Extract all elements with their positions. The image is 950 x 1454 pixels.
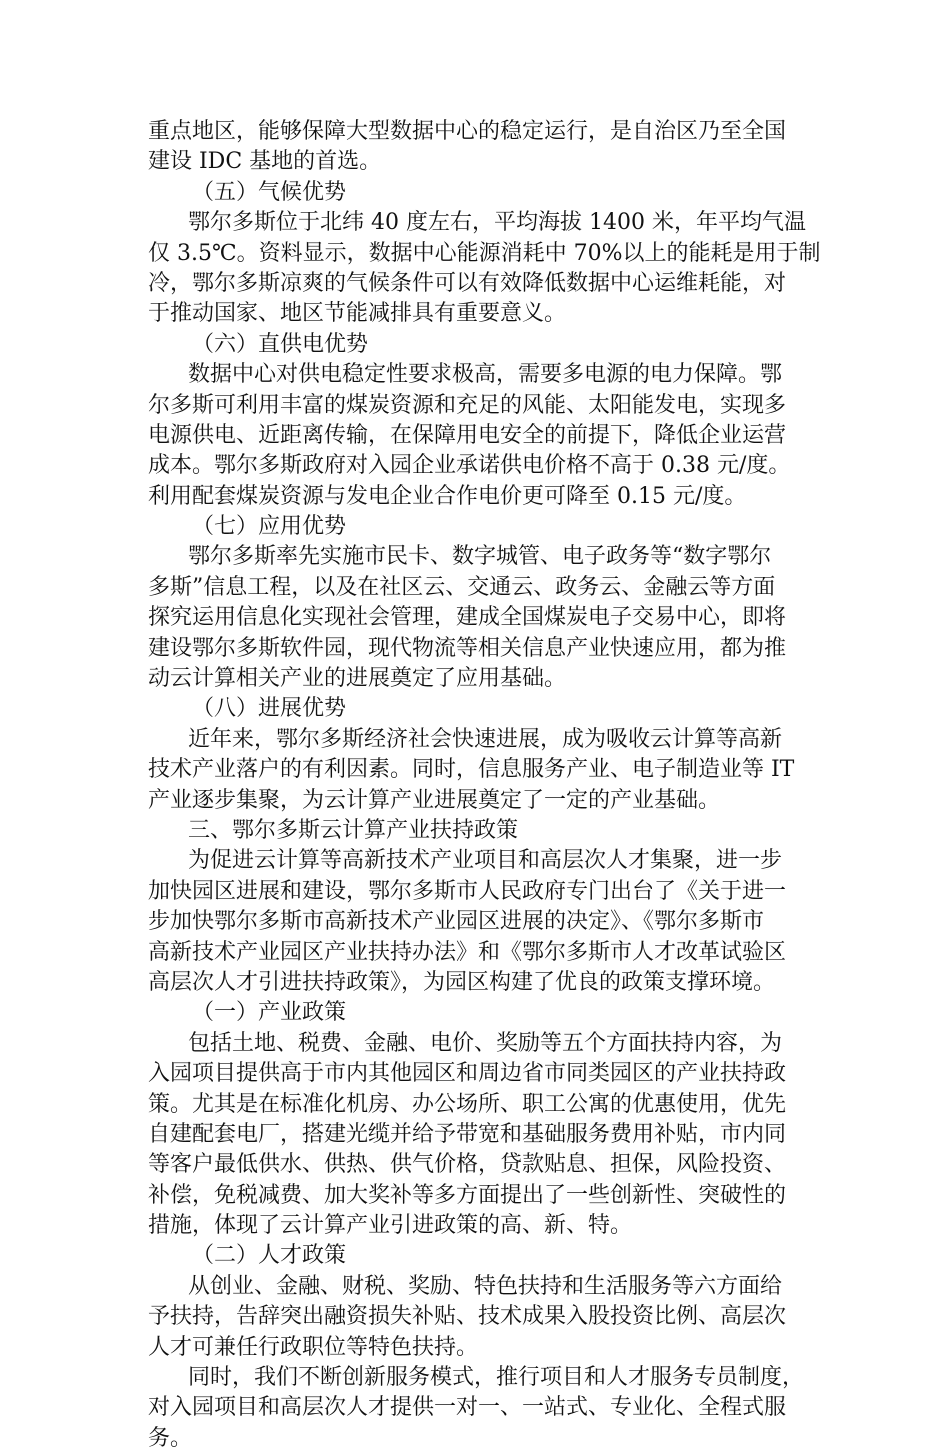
section-heading: （二）人才政策 (192, 1243, 347, 1269)
paragraph-line: 入园项目提供高于市内其他园区和周边省市同类园区的产业扶持政 (148, 1061, 787, 1087)
paragraph-line: 探究运用信息化实现社会管理，建成全国煤炭电子交易中心，即将 (148, 605, 787, 631)
paragraph-line: 鄂尔多斯率先实施市民卡、数字城管、电子政务等“数字鄂尔 (188, 544, 772, 570)
paragraph-line: 等客户最低供水、供热、供气价格，贷款贴息、担保，风险投资、 (148, 1152, 787, 1178)
chapter-heading: 三、鄂尔多斯云计算产业扶持政策 (188, 817, 519, 843)
paragraph-line: 近年来，鄂尔多斯经济社会快速进展，成为吸收云计算等高新 (188, 726, 783, 752)
paragraph-line: 加快园区进展和建设，鄂尔多斯市人民政府专门出台了《关于进一 (148, 878, 787, 904)
paragraph-line: 高新技术产业园区产业扶持办法》和《鄂尔多斯市人才改革试验区 (148, 939, 787, 965)
paragraph-line: 高层次人才引进扶持政策》，为园区构建了优良的政策支撑环境。 (148, 969, 776, 995)
paragraph-line: 产业逐步集聚，为云计算产业进展奠定了一定的产业基础。 (148, 787, 721, 813)
paragraph-line: 利用配套煤炭资源与发电企业合作电价更可降至 0.15 元/度。 (148, 483, 747, 509)
section-heading: （六）直供电优势 (192, 331, 369, 357)
paragraph-line: 对入园项目和高层次人才提供一对一、一站式、专业化、全程式服 (148, 1395, 787, 1421)
paragraph-line: 建设 IDC 基地的首选。 (148, 149, 382, 175)
paragraph-line: 人才可兼任行政职位等特色扶持。 (148, 1334, 479, 1360)
paragraph-line: 冷，鄂尔多斯凉爽的气候条件可以有效降低数据中心运维耗能，对 (148, 270, 787, 296)
section-heading: （七）应用优势 (192, 514, 347, 540)
section-heading: （一）产业政策 (192, 1000, 347, 1026)
paragraph-line: 电源供电、近距离传输，在保障用电安全的前提下，降低企业运营 (148, 422, 787, 448)
paragraph-line: 策。尤其是在标准化机房、办公场所、职工公寓的优惠使用，优先 (148, 1091, 787, 1117)
paragraph-line: 鄂尔多斯位于北纬 40 度左右，平均海拔 1400 米，年平均气温 (188, 210, 806, 236)
paragraph-line: 措施，体现了云计算产业引进政策的高、新、特。 (148, 1213, 633, 1239)
paragraph-line: 包括土地、税费、金融、电价、奖励等五个方面扶持内容，为 (188, 1030, 783, 1056)
paragraph-line: 仅 3.5℃。资料显示，数据中心能源消耗中 70%以上的能耗是用于制 (148, 240, 821, 266)
paragraph-line: 建设鄂尔多斯软件园，现代物流等相关信息产业快速应用，都为推 (148, 635, 787, 661)
document-body (148, 117, 821, 1454)
paragraph-line: 尔多斯可利用丰富的煤炭资源和充足的风能、太阳能发电，实现多 (148, 392, 787, 418)
paragraph-line: 动云计算相关产业的进展奠定了应用基础。 (148, 666, 567, 692)
section-heading: （八）进展优势 (192, 696, 347, 722)
paragraph-line: 重点地区，能够保障大型数据中心的稳定运行，是自治区乃至全国 (148, 119, 787, 144)
paragraph-line: 多斯”信息工程，以及在社区云、交通云、政务云、金融云等方面 (148, 574, 776, 600)
paragraph-line: 务。 (148, 1425, 193, 1451)
paragraph-line: 同时，我们不断创新服务模式，推行项目和人才服务专员制度， (188, 1365, 805, 1391)
paragraph-line: 数据中心对供电稳定性要求极高，需要多电源的电力保障。鄂 (188, 362, 783, 388)
paragraph-line: 于推动国家、地区节能减排具有重要意义。 (148, 301, 567, 327)
paragraph-line: 补偿，免税减费、加大奖补等多方面提出了一些创新性、突破性的 (148, 1182, 787, 1208)
paragraph-line: 技术产业落户的有利因素。同时，信息服务产业、电子制造业等 IT (148, 757, 795, 783)
paragraph-line: 自建配套电厂，搭建光缆并给予带宽和基础服务费用补贴，市内同 (148, 1121, 787, 1147)
paragraph-line: 予扶持，告辞突出融资损失补贴、技术成果入股投资比例、高层次 (148, 1304, 787, 1330)
paragraph-line: 成本。鄂尔多斯政府对入园企业承诺供电价格不高于 0.38 元/度。 (148, 453, 791, 479)
section-heading: （五）气候优势 (192, 179, 347, 205)
paragraph-line: 为促进云计算等高新技术产业项目和高层次人才集聚，进一步 (188, 848, 783, 874)
paragraph-line: 从创业、金融、财税、奖励、特色扶持和生活服务等六方面给 (188, 1273, 783, 1299)
paragraph-line: 步加快鄂尔多斯市高新技术产业园区进展的决定》、《鄂尔多斯市 (148, 909, 765, 935)
